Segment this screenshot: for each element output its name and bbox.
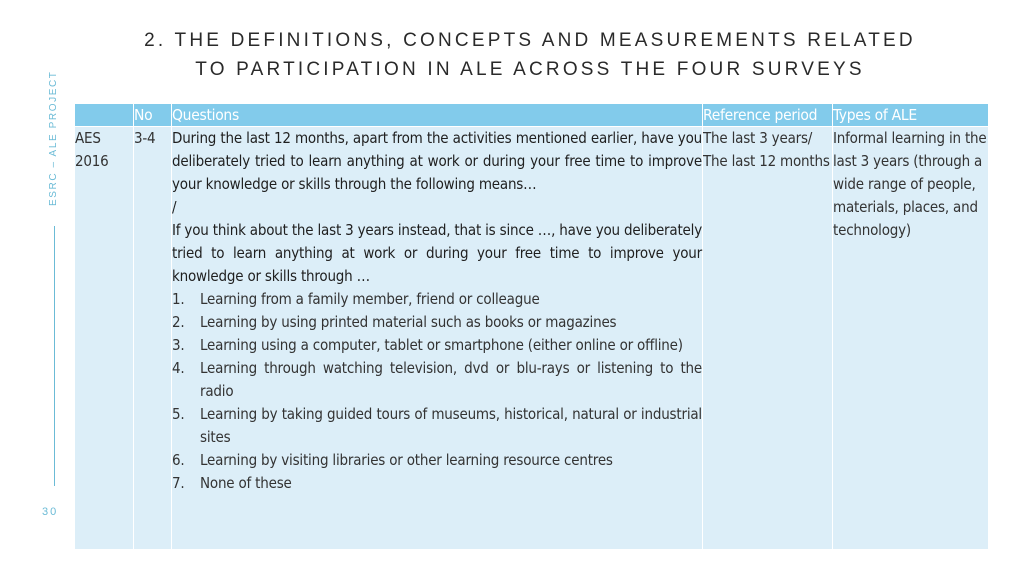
answer-options-list <box>172 288 702 495</box>
slide-title-line-1: 2. THE DEFINITIONS, CONCEPTS AND MEASUREMENTS RELATED <box>144 30 916 51</box>
cell-survey <box>75 127 134 550</box>
survey-year: 2016 <box>75 152 109 170</box>
header-survey <box>75 104 134 127</box>
list-item: 6. Learning by visiting libraries or other learning resource centres <box>172 451 613 469</box>
slide-title-line-2: TO PARTICIPATION IN ALE ACROSS THE FOUR SURVEYS <box>195 59 865 80</box>
definitions-table <box>74 103 989 550</box>
header-reference-period: Reference period <box>703 104 833 127</box>
table-header-row <box>75 104 989 127</box>
question-separator: / <box>172 198 177 216</box>
question-intro-12-months: During the last 12 months, apart from the activities mentioned earlier, have you deliberately tried to learn anything at work or during your free time to improve your knowledge or skills through the following means… <box>172 129 702 193</box>
header-no: No <box>134 104 172 127</box>
cell-question-number: 3-4 <box>134 127 172 550</box>
cell-reference-period: The last 3 years/ The last 12 months <box>703 127 833 550</box>
table-row <box>75 127 989 550</box>
cell-types-of-ale: Informal learning in the last 3 years (through a wide range of people, materials, places, and technology) <box>833 127 989 550</box>
side-divider-line <box>54 226 55 486</box>
list-item: 2. Learning by using printed material such as books or magazines <box>172 313 617 331</box>
list-item: 5. Learning by taking guided tours of museums, historical, natural or industrial sites <box>172 405 702 446</box>
slide-title <box>80 26 980 84</box>
cell-questions <box>172 127 703 550</box>
list-item: 1. Learning from a family member, friend or colleague <box>172 290 540 308</box>
question-intro-3-years: If you think about the last 3 years instead, that is since …, have you deliberately tried to learn anything at work or during your free time to improve your knowledge or skills through … <box>172 221 702 285</box>
header-questions: Questions <box>172 104 703 127</box>
header-types-of-ale: Types of ALE <box>833 104 989 127</box>
list-item: 3. Learning using a computer, tablet or smartphone (either online or offline) <box>172 336 683 354</box>
list-item: 4. Learning through watching television, dvd or blu-rays or listening to the radio <box>172 359 702 400</box>
page-number: 30 <box>42 506 59 518</box>
side-project-label: ESRC – ALE PROJECT <box>48 70 59 206</box>
survey-name: AES <box>75 129 101 147</box>
list-item: 7. None of these <box>172 474 292 492</box>
